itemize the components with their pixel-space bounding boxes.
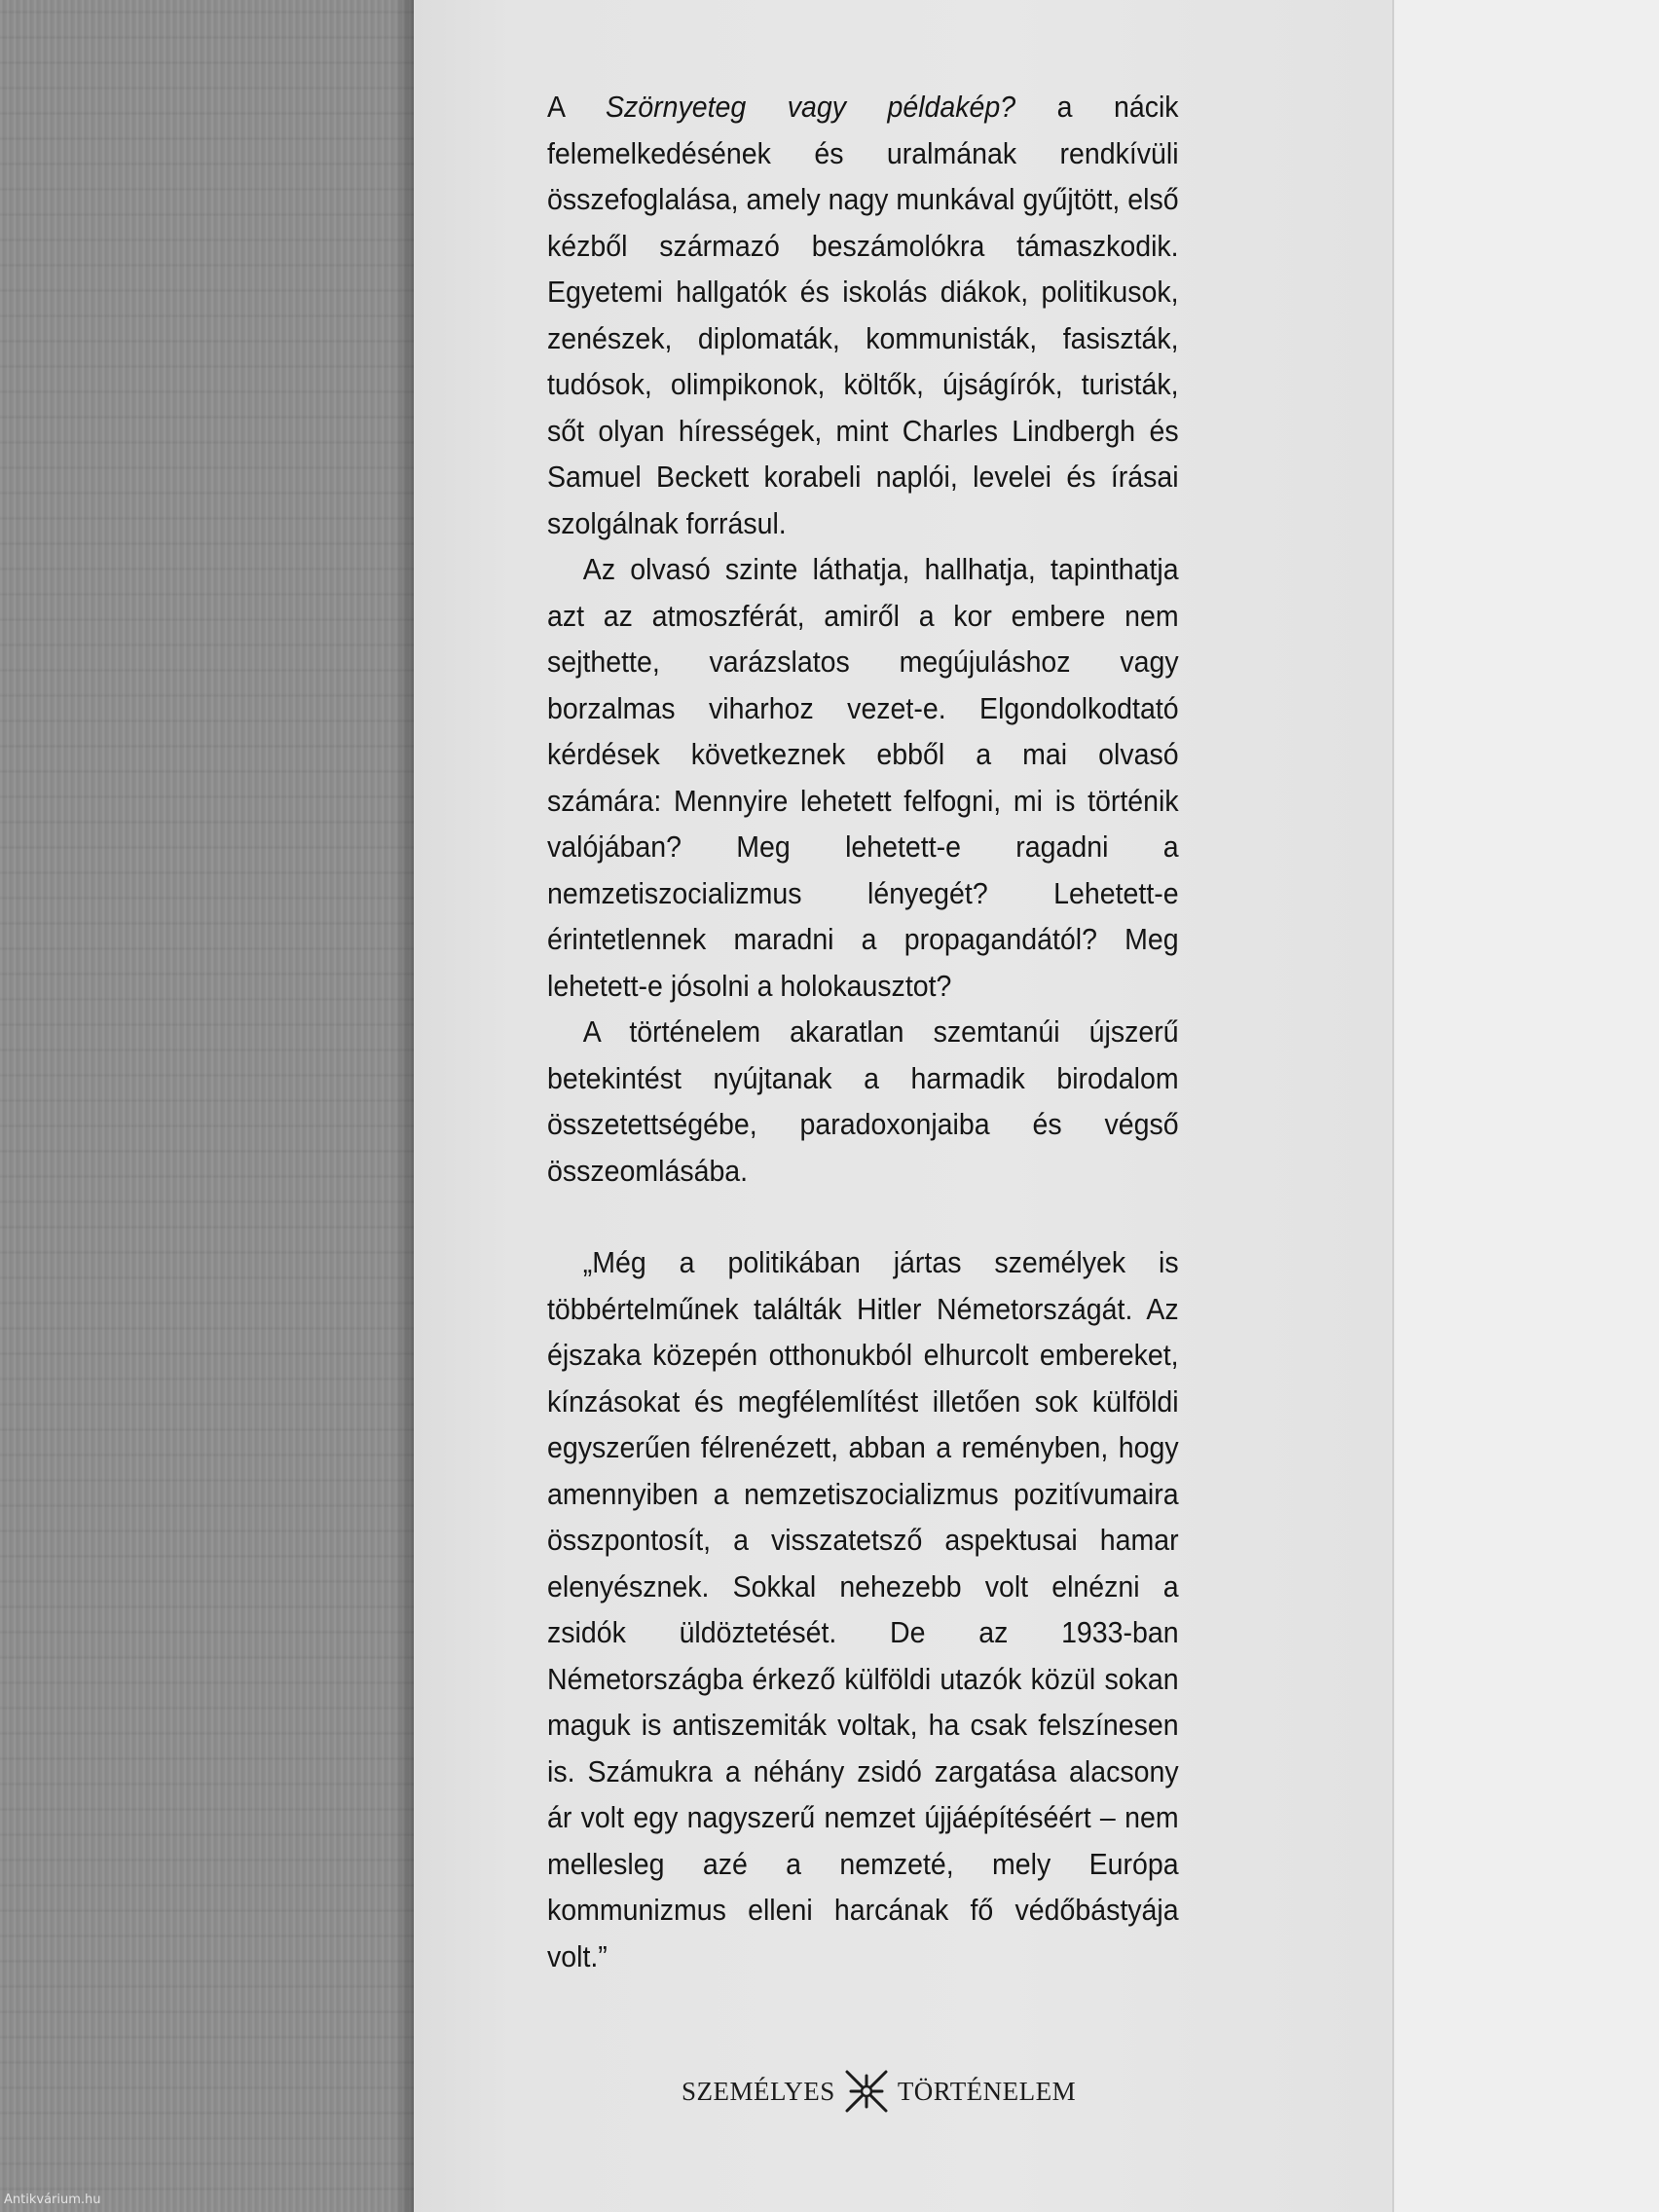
blurb-paragraph-1: [547, 84, 1179, 546]
blurb-quote: „Még a politikában jártas személyek is többértelműnek találták Hitler Németországát. Az éjszaka közepén otthonukból elhurcolt embereket, kínzásokat és megfélemlítést illetően sok külföldi egyszerűen félrenézett, abban a reményben, hogy amennyiben a nemzetiszocializmus pozitívumaira összpontosít, a visszatetsző aspektusai hamar elenyésznek. Sokkal nehezebb volt elnézni a zsidók üldöztetését. De az 1933-ban Németországba érkező külföldi utazók közül sokan maguk is antiszemiták voltak, ha csak felszínesen is. Számukra a néhány zsidó zargatása alacsony ár volt egy nagyszerű nemzet újjáépítéséért – nem mellesleg azé a nemzeté, mely Európa kommunizmus elleni harcának fő védőbástyája volt.”: [547, 1245, 1179, 1973]
imprint-left-word: SZEMÉLYES: [682, 2076, 835, 2106]
imprint-right-word: TÖRTÉNELEM: [897, 2076, 1077, 2106]
star-burst-icon: [841, 2066, 892, 2117]
blurb-paragraph-2: Az olvasó szinte láthatja, hallhatja, tapinthatja azt az atmoszférát, amiről a kor embere nem sejthette, varázslatos megújuláshoz vagy borzalmas viharhoz vezet-e. Elgondolkodtató kérdések következnek ebből a mai olvasó számára: Mennyire lehetett felfogni, mi is történik valójában? Meg lehetett-e ragadni a nemzetiszocializmus lényegét? Lehetett-e érintetlennek maradni a propagandától? Meg lehetett-e jósolni a holokausztot?: [547, 552, 1179, 1003]
wood-background: [0, 0, 414, 2212]
watermark: Antikvárium.hu: [4, 2193, 101, 2207]
blurb-paragraph-1-text: a nácik felemelkedésének és uralmának rendkívüli összefoglalása, amely nagy munkával gyűjtött, első kézből származó beszámolókra támaszkodik. Egyetemi hallgatók és iskolás diákok, politikusok, zenészek, diplomaták, kommunisták, fasiszták, tudósok, olimpikonok, költők, újságírók, turisták, sőt olyan hírességek, mint Charles Lindbergh és Samuel Beckett korabeli naplói, levelei és írásai szolgálnak forrásul.: [547, 90, 1179, 540]
adjacent-page: [1392, 0, 1659, 2212]
blurb-text: [547, 84, 1179, 1979]
blurb-paragraph-3: A történelem akaratlan szemtanúi újszerű betekintést nyújtanak a harmadik birodalom összetettségébe, paradoxonjaiba és végső összeomlásába.: [547, 1014, 1179, 1188]
book-title-reference: Szörnyeteg vagy példakép?: [605, 90, 1016, 124]
blurb-lead: A: [547, 90, 606, 124]
